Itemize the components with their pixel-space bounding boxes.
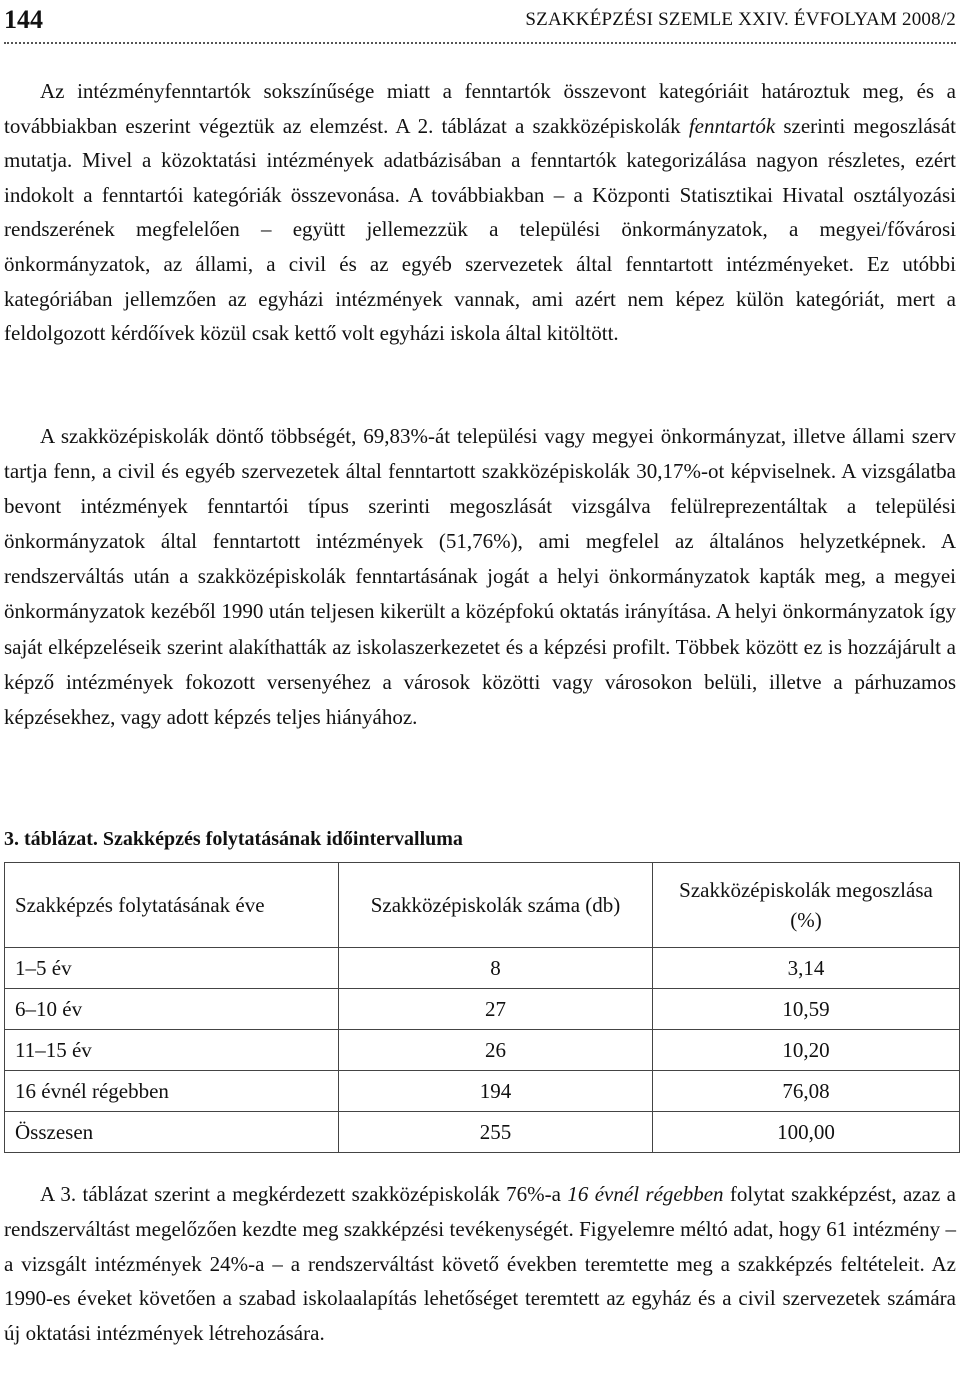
paragraph-text: folytat szakképzést, azaz a rendszerváltást megelőzően kezdte meg szakképzési tevékenységét. Figyelemre méltó adat, hogy 61 intézmény – a vizsgált intézmények 24%-a – a rendszerváltást követő években teremtette meg a szakképzés feltételeit. Az 1990-es éveket követően a szabad iskolaalapítás lehetőséget teremtett az egyház és a civil szervezetek számára új oktatási intézmények létrehozására.	[4, 1182, 956, 1346]
table-row-total	[5, 1112, 960, 1153]
paragraph-majority	[4, 419, 956, 735]
table-caption-title: Szakképzés folytatásának időintervalluma	[102, 828, 463, 850]
page-header	[4, 0, 956, 40]
paragraph-text: szerinti megoszlását mutatja. Mivel a közoktatási intézmények adatbázisában a fenntartók kategorizálása nagyon részletes, ezért indokolt a fenntartói kategóriák összevonása. A továbbiakban – a Központi Statisztikai Hivatal osztályozási rendszerének megfelelően – együtt jellemezzük a települési önkormányzatok, a megyei/fővárosi önkormányzatok, az állami, a civil és az egyéb szervezetek által fenntartott intézményeket. Ez utóbbi kategóriában jellemzően az egyházi intézmények vannak, ami azért nem képez külön kategóriát, mert a feldolgozott kérdőívek közül csak kettő volt egyházi iskola által kitöltött.	[4, 113, 956, 346]
table-row	[5, 989, 960, 1030]
paragraph-interpretation	[4, 1177, 956, 1351]
cell-year: 1–5 év	[5, 948, 339, 989]
table-caption-number: 3. táblázat.	[4, 828, 98, 850]
running-head: SZAKKÉPZÉSI SZEMLE XXIV. ÉVFOLYAM 2008/2	[525, 9, 956, 30]
cell-share: 100,00	[653, 1112, 960, 1153]
header-count: Szakközépiskolák száma (db)	[339, 863, 653, 948]
table-caption	[4, 828, 463, 851]
cell-share: 10,59	[653, 989, 960, 1030]
cell-count: 27	[339, 989, 653, 1030]
paragraph-text: A 3. táblázat szerint a megkérdezett szakközépiskolák 76%-a	[40, 1182, 568, 1206]
cell-count: 255	[339, 1112, 653, 1153]
paragraph-text: Az intézményfenntartók sokszínűsége miatt a fenntartók összevont kategóriáit határoztuk meg, és a továbbiakban eszerint végeztük az elemzést. A 2. táblázat a szakközépiskolák	[4, 79, 956, 138]
header-divider	[4, 42, 956, 44]
table-row	[5, 1071, 960, 1112]
cell-count: 194	[339, 1071, 653, 1112]
table-header-row	[5, 863, 960, 948]
table-row	[5, 948, 960, 989]
data-table	[4, 862, 960, 1153]
page-number: 144	[4, 5, 43, 34]
paragraph-maintainers	[4, 74, 956, 351]
cell-year: Összesen	[5, 1112, 339, 1153]
cell-count: 26	[339, 1030, 653, 1071]
table-row	[5, 1030, 960, 1071]
cell-year: 11–15 év	[5, 1030, 339, 1071]
emphasis-text: 16 évnél régebben	[567, 1182, 724, 1206]
header-share: Szakközépiskolák megoszlása (%)	[653, 863, 960, 948]
cell-share: 3,14	[653, 948, 960, 989]
cell-year: 16 évnél régebben	[5, 1071, 339, 1112]
paragraph-text: A szakközépiskolák döntő többségét, 69,83%-át települési vagy megyei önkormányzat, illetve állami szerv tartja fenn, a civil és egyéb szervezetek által fenntartott szakközépiskolák 30,17%-ot képviselnek. A vizsgálatba bevont intézmények fenntartói típus szerinti megoszlását vizsgálva felülreprezentáltak a települési önkormányzatok által fenntartott intézmények (51,76%), ami megfelel az általános helyzetképnek. A rendszerváltás után a szakközépiskolák fenntartásának jogát a helyi önkormányzatok kapták meg, a megyei önkormányzatok kezéből 1990 után teljesen kikerült a középfokú oktatás irányítása. A helyi önkormányzatok így saját elképzeléseik szerint alakíthatták az iskolaszerkezetet és a képzési profilt. Többek között ez is hozzájárult a képző intézmények fokozott versenyéhez a városok közötti vagy városokon belüli, illetve a párhuzamos képzésekhez, vagy adott képzés teljes hiányához.	[4, 424, 956, 729]
cell-share: 76,08	[653, 1071, 960, 1112]
cell-count: 8	[339, 948, 653, 989]
emphasis-text: fenntartók	[688, 113, 776, 138]
cell-share: 10,20	[653, 1030, 960, 1071]
header-year: Szakképzés folytatásának éve	[5, 863, 339, 948]
cell-year: 6–10 év	[5, 989, 339, 1030]
